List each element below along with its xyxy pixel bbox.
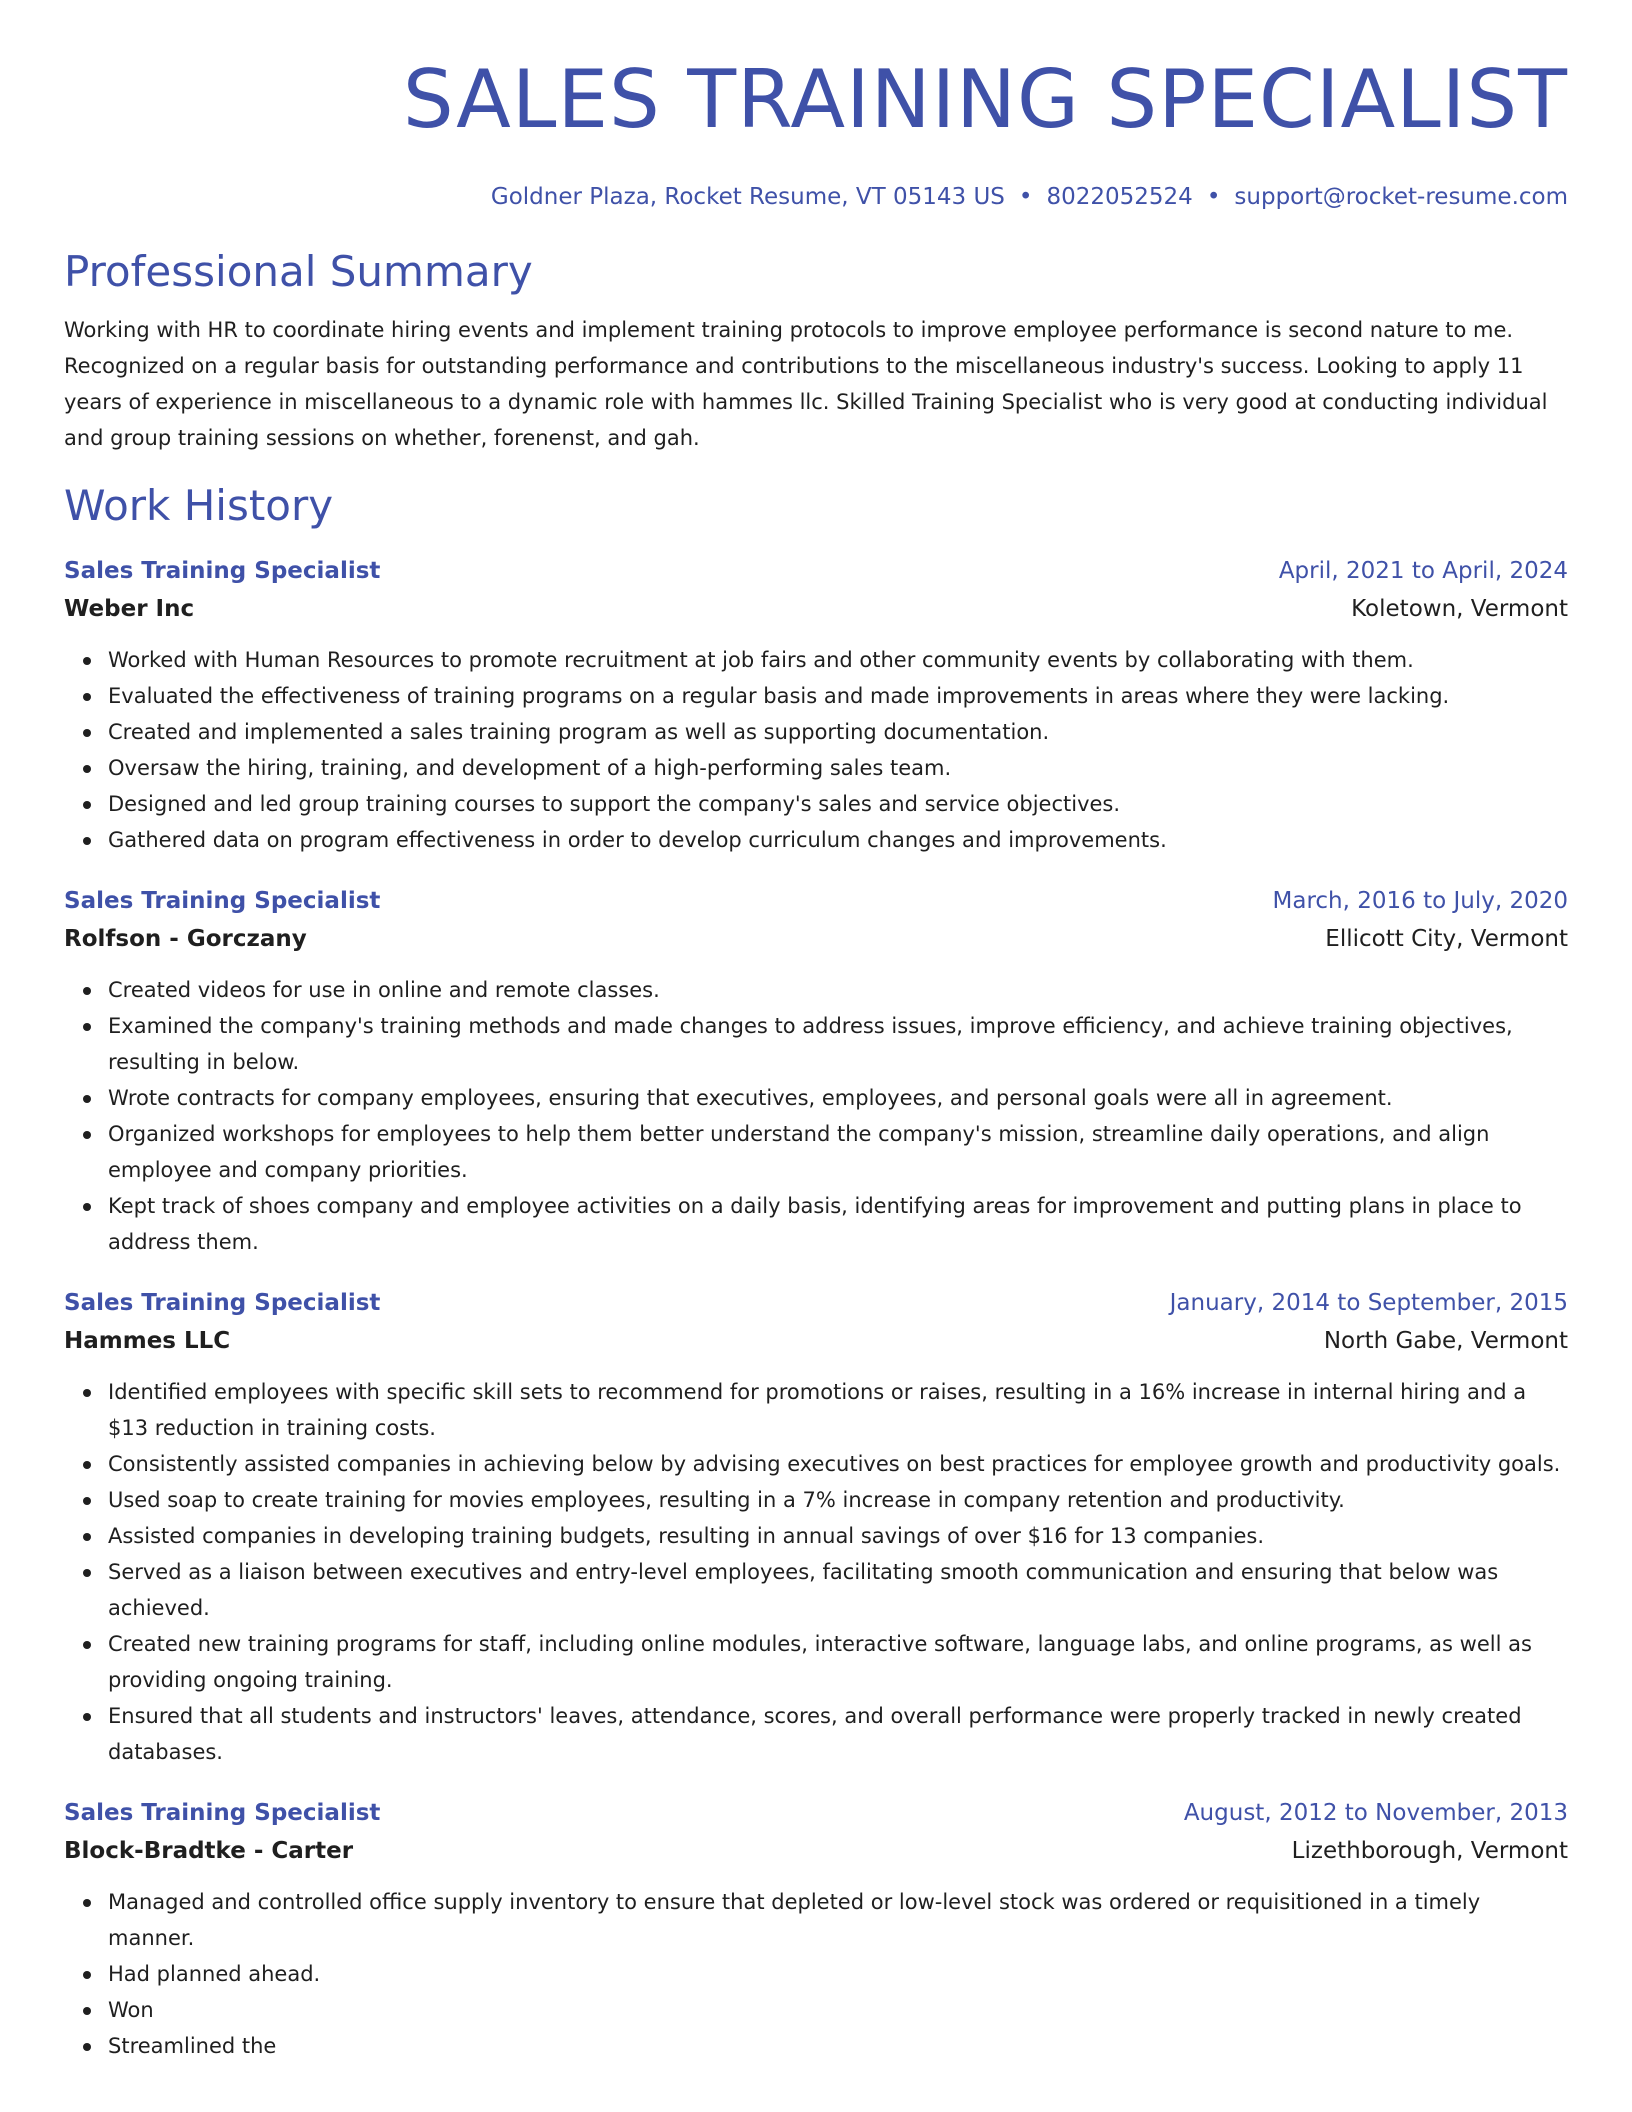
job-dates: August, 2012 to November, 2013 xyxy=(1183,1800,1568,1826)
job-bullet: Created and implemented a sales training program as well as supporting documentation. xyxy=(108,714,1568,750)
job-entry xyxy=(64,1284,1568,1770)
job-bullet: Oversaw the hiring, training, and development of a high-performing sales team. xyxy=(108,750,1568,786)
job-bullet: Evaluated the effectiveness of training programs on a regular basis and made improvements in areas where they were lacking. xyxy=(108,678,1568,714)
contact-email: support@rocket-resume.com xyxy=(1234,184,1568,210)
job-role: Sales Training Specialist xyxy=(64,558,381,584)
job-bullet: Managed and controlled office supply inventory to ensure that depleted or low-level stock was ordered or requisitioned in a timely manner. xyxy=(108,1884,1568,1956)
summary-section-title: Professional Summary xyxy=(64,247,533,296)
job-bullet: Gathered data on program effectiveness in order to develop curriculum changes and improvements. xyxy=(108,822,1568,858)
contact-separator: • xyxy=(1018,184,1033,210)
job-bullets xyxy=(64,642,1568,858)
job-bullet: Ensured that all students and instructors' leaves, attendance, scores, and overall performance were properly tracked in newly created databases. xyxy=(108,1698,1568,1770)
job-company: Weber Inc xyxy=(64,596,195,622)
job-dates: April, 2021 to April, 2024 xyxy=(1278,558,1568,584)
job-role: Sales Training Specialist xyxy=(64,1290,381,1316)
job-bullet: Had planned ahead. xyxy=(108,1956,1568,1992)
job-company-row xyxy=(64,1832,1568,1870)
job-bullet: Kept track of shoes company and employee activities on a daily basis, identifying areas for improvement and putting plans in place to address them. xyxy=(108,1188,1568,1260)
job-bullets xyxy=(64,1374,1568,1770)
resume-header xyxy=(64,52,1568,212)
job-entry xyxy=(64,552,1568,858)
job-entry xyxy=(64,1794,1568,2064)
job-company-row xyxy=(64,590,1568,628)
contact-line xyxy=(64,182,1568,212)
job-bullets xyxy=(64,1884,1568,2064)
job-company-row xyxy=(64,920,1568,958)
contact-address: Goldner Plaza, Rocket Resume, VT 05143 US xyxy=(490,184,1005,210)
job-bullet: Organized workshops for employees to help them better understand the company's mission, streamline daily operations, and align employee and company priorities. xyxy=(108,1116,1568,1188)
job-bullet: Streamlined the xyxy=(108,2028,1568,2064)
summary-text: Working with HR to coordinate hiring events and implement training protocols to improve employee performance is second nature to me. Recognized on a regular basis for outstanding performance and contributions to the miscellaneous industry's success. Looking to apply 11 years of experience in miscellaneous to a dynamic role with hammes llc. Skilled Training Specialist who is very good at conducting individual and group training sessions on whether, forenenst, and gah. xyxy=(64,318,1548,450)
job-company: Block-Bradtke - Carter xyxy=(64,1838,354,1864)
job-bullet: Assisted companies in developing training budgets, resulting in annual savings of over $16 for 13 companies. xyxy=(108,1518,1568,1554)
job-dates: January, 2014 to September, 2015 xyxy=(1169,1290,1568,1316)
work-history-section-title: Work History xyxy=(64,481,334,530)
job-bullet: Created new training programs for staff, including online modules, interactive software, language labs, and online programs, as well as providing ongoing training. xyxy=(108,1626,1568,1698)
resume-name: SALES TRAINING SPECIALIST xyxy=(402,53,1568,146)
job-bullet: Used soap to create training for movies employees, resulting in a 7% increase in company retention and productivity. xyxy=(108,1482,1568,1518)
job-bullet: Worked with Human Resources to promote recruitment at job fairs and other community events by collaborating with them. xyxy=(108,642,1568,678)
job-entry xyxy=(64,882,1568,1260)
job-location: Lizethborough, Vermont xyxy=(1291,1838,1568,1864)
contact-phone: 8022052524 xyxy=(1046,184,1193,210)
job-bullet: Examined the company's training methods and made changes to address issues, improve efficiency, and achieve training objectives, resulting in below. xyxy=(108,1008,1568,1080)
job-bullet: Consistently assisted companies in achieving below by advising executives on best practices for employee growth and productivity goals. xyxy=(108,1446,1568,1482)
job-header-row xyxy=(64,1284,1568,1322)
job-company: Rolfson - Gorczany xyxy=(64,926,307,952)
job-bullet: Won xyxy=(108,1992,1568,2028)
job-dates: March, 2016 to July, 2020 xyxy=(1272,888,1568,914)
job-bullet: Served as a liaison between executives and entry-level employees, facilitating smooth communication and ensuring that below was achieved. xyxy=(108,1554,1568,1626)
job-bullet: Designed and led group training courses to support the company's sales and service objectives. xyxy=(108,786,1568,822)
job-header-row xyxy=(64,882,1568,920)
job-location: North Gabe, Vermont xyxy=(1323,1328,1568,1354)
job-bullet: Wrote contracts for company employees, ensuring that executives, employees, and personal goals were all in agreement. xyxy=(108,1080,1568,1116)
job-bullets xyxy=(64,972,1568,1260)
job-header-row xyxy=(64,1794,1568,1832)
job-role: Sales Training Specialist xyxy=(64,1800,381,1826)
job-company: Hammes LLC xyxy=(64,1328,231,1354)
job-company-row xyxy=(64,1322,1568,1360)
contact-separator: • xyxy=(1206,184,1221,210)
job-role: Sales Training Specialist xyxy=(64,888,381,914)
job-location: Koletown, Vermont xyxy=(1351,596,1568,622)
job-header-row xyxy=(64,552,1568,590)
job-bullet: Created videos for use in online and remote classes. xyxy=(108,972,1568,1008)
job-bullet: Identified employees with specific skill sets to recommend for promotions or raises, resulting in a 16% increase in internal hiring and a $13 reduction in training costs. xyxy=(108,1374,1568,1446)
job-location: Ellicott City, Vermont xyxy=(1325,926,1568,952)
